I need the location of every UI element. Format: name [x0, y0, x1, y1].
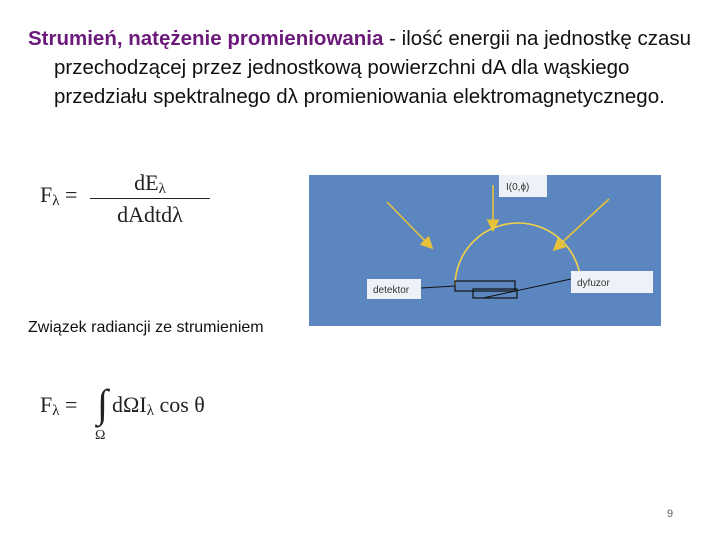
flux-symbol-2: F	[40, 392, 53, 417]
top-label: I(0,ϕ)	[506, 182, 530, 193]
integrand	[112, 392, 205, 420]
definition-paragraph	[28, 24, 714, 111]
flux-subscript-2: λ	[52, 403, 60, 419]
flux-formula-lhs	[40, 182, 77, 210]
measurement-diagram	[309, 175, 661, 326]
flux-symbol: F	[40, 182, 53, 207]
numerator-subscript: λ	[158, 181, 166, 197]
flux-fraction	[90, 170, 210, 228]
definition-term: Strumień, natężenie promieniowania	[28, 27, 384, 50]
fraction-numerator	[90, 170, 210, 196]
equals-sign-2: =	[65, 392, 78, 417]
page-number: 9	[667, 508, 674, 520]
flux-subscript: λ	[52, 193, 60, 209]
fraction-bar	[90, 198, 210, 199]
diagram-background	[309, 175, 661, 326]
integral-limit: Ω	[95, 428, 106, 443]
radiance-formula-lhs	[40, 392, 77, 420]
integral-sign: ∫	[97, 381, 108, 426]
equals-sign: =	[65, 182, 78, 207]
detektor-label: detektor	[373, 285, 410, 296]
integrand-text: dΩI	[112, 392, 147, 417]
dyfuzor-label: dyfuzor	[577, 278, 610, 289]
cos-term: cos θ	[159, 392, 205, 417]
integrand-subscript: λ	[146, 403, 154, 419]
caption: Związek radiancji ze strumieniem	[28, 319, 264, 336]
definition-text: - ilość energii na jednostkę czasu przechodzącej przez jednostkową powierzchni dA dla wąskiego przedziału spektralnego dλ promieniowania elektromagnetycznego.	[54, 27, 692, 108]
numerator-text: dE	[134, 170, 159, 195]
fraction-denominator: dAdtdλ	[117, 202, 183, 227]
